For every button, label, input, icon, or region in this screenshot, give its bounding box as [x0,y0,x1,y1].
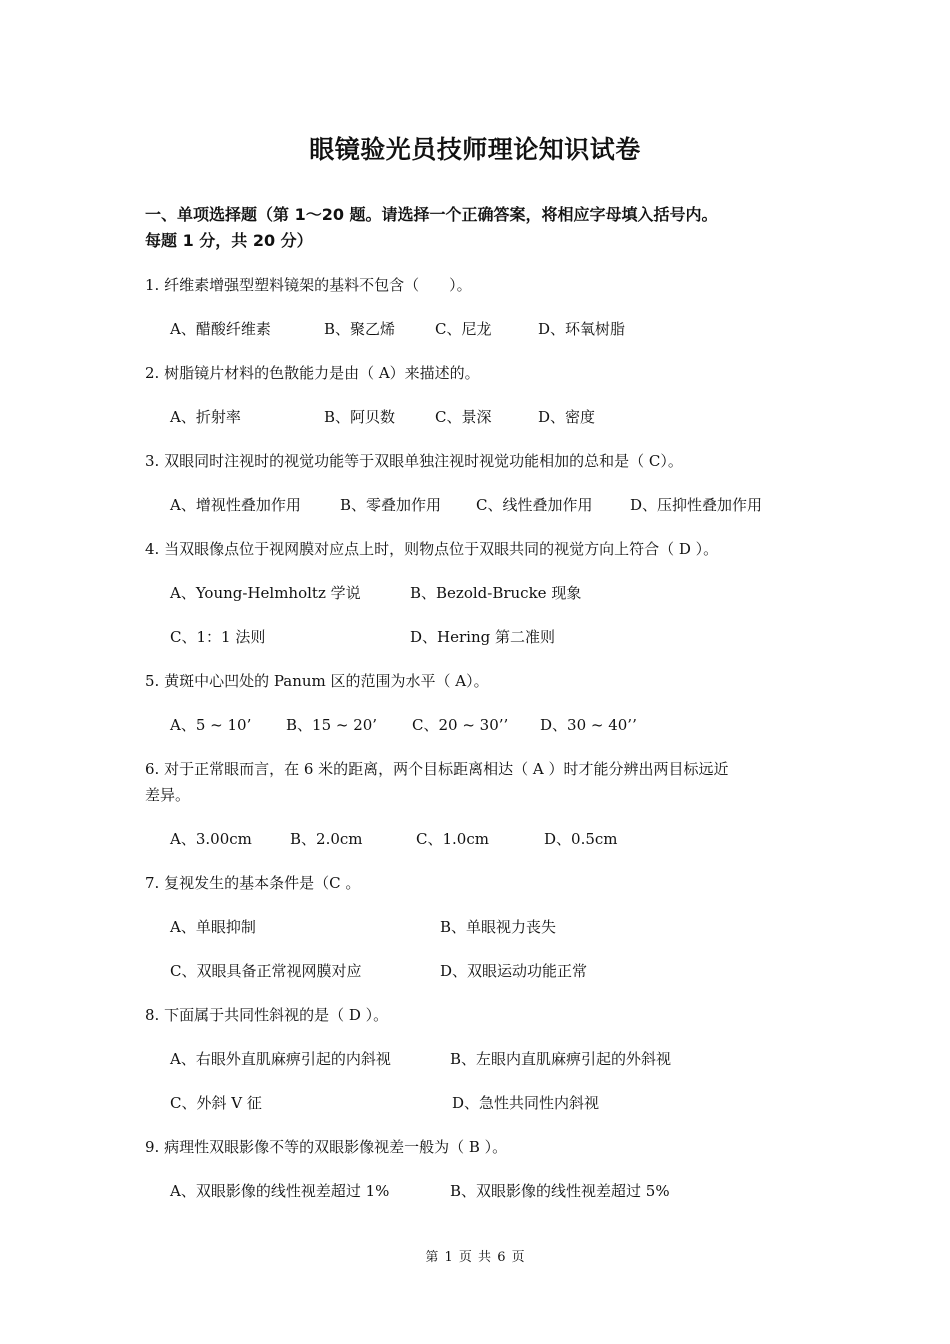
question-7-option-d: D、双眼运动功能正常 [440,962,588,980]
question-4-stem: 4. 当双眼像点位于视网膜对应点上时，则物点位于双眼共同的视觉方向上符合（ D ）。 [145,540,719,558]
question-6-option-b: B、2.0cm [290,830,363,848]
question-7-stem: 7. 复视发生的基本条件是（C 。 [145,874,361,892]
question-2-stem: 2. 树脂镜片材料的色散能力是由（ A）来描述的。 [145,364,480,382]
question-9-option-a: A、双眼影像的线性视差超过 1% [170,1182,390,1200]
question-9-option-b: B、双眼影像的线性视差超过 5% [450,1182,670,1200]
section-heading [145,202,825,254]
question-1-stem: 1. 纤维素增强型塑料镜架的基料不包含（ ）。 [145,276,472,294]
question-6-stem-line-2: 差异。 [145,786,191,804]
section-heading-line-2: 每题 1 分，共 20 分） [145,231,313,250]
question-8-stem: 8. 下面属于共同性斜视的是（ D ）。 [145,1006,389,1024]
question-5-option-c: C、20 ~ 30’’ [412,716,509,734]
question-3-option-c: C、线性叠加作用 [476,496,593,514]
question-9-stem: 9. 病理性双眼影像不等的双眼影像视差一般为（ B ）。 [145,1138,508,1156]
question-2-option-c: C、景深 [435,408,492,426]
question-3-stem: 3. 双眼同时注视时的视觉功能等于双眼单独注视时视觉功能相加的总和是（ C）。 [145,452,683,470]
question-6-stem-line-1: 6. 对于正常眼而言，在 6 米的距离，两个目标距离相达（ A ）时才能分辨出两目标远近 [145,760,729,778]
question-1-option-c: C、尼龙 [435,320,492,338]
question-1-option-a: A、醋酸纤维素 [170,320,271,338]
question-4-option-a: A、Young-Helmholtz 学说 [170,584,361,602]
section-heading-line-1: 一、单项选择题（第 1～20 题。请选择一个正确答案，将相应字母填入括号内。 [145,205,718,224]
question-7-option-b: B、单眼视力丧失 [440,918,557,936]
question-3-option-b: B、零叠加作用 [340,496,442,514]
question-4-option-b: B、Bezold-Brucke 现象 [410,584,582,602]
question-8-option-c: C、外斜 V 征 [170,1094,262,1112]
question-8-option-b: B、左眼内直肌麻痹引起的外斜视 [450,1050,672,1068]
question-8-option-a: A、右眼外直肌麻痹引起的内斜视 [170,1050,391,1068]
question-2-option-b: B、阿贝数 [324,408,396,426]
page-footer: 第 1 页 共 6 页 [425,1250,525,1265]
question-6-option-a: A、3.00cm [170,830,252,848]
question-5-option-d: D、30 ~ 40’’ [540,716,637,734]
question-8-option-d: D、急性共同性内斜视 [452,1094,600,1112]
question-4-option-c: C、1：1 法则 [170,628,266,646]
question-6-option-c: C、1.0cm [416,830,489,848]
question-3-option-d: D、压抑性叠加作用 [630,496,763,514]
question-6-option-d: D、0.5cm [544,830,618,848]
question-3-option-a: A、增视性叠加作用 [170,496,301,514]
question-5-option-a: A、5 ~ 10’ [170,716,252,734]
question-7-option-a: A、单眼抑制 [170,918,256,936]
question-1-option-b: B、聚乙烯 [324,320,396,338]
question-2-option-a: A、折射率 [170,408,241,426]
question-4-option-d: D、Hering 第二准则 [410,628,555,646]
page-title: 眼镜验光员技师理论知识试卷 [309,135,641,164]
question-1-option-d: D、环氧树脂 [538,320,626,338]
question-7-option-c: C、双眼具备正常视网膜对应 [170,962,362,980]
question-5-stem: 5. 黄斑中心凹处的 Panum 区的范围为水平（ A）。 [145,672,489,690]
question-5-option-b: B、15 ~ 20’ [286,716,378,734]
question-2-option-d: D、密度 [538,408,596,426]
